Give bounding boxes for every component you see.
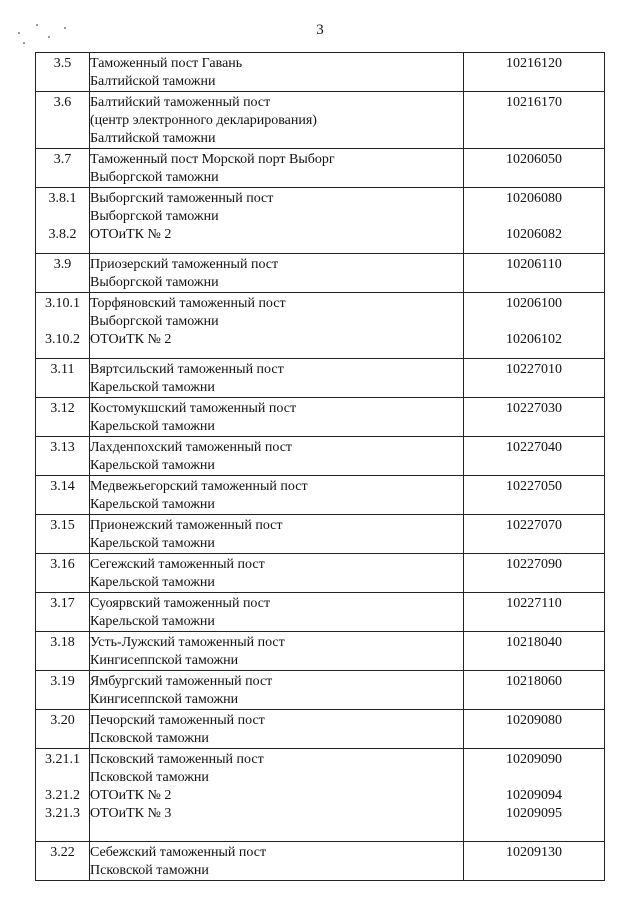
- row-number: 3.5: [53, 56, 72, 71]
- post-code: 10209080: [506, 713, 562, 728]
- post-name-line: Карельской таможни: [90, 575, 215, 590]
- row-number: 3.8.2: [48, 227, 77, 242]
- table-row: [36, 476, 605, 515]
- post-name-line: Себежский таможенный пост: [90, 845, 267, 860]
- post-code: 10227050: [506, 479, 562, 494]
- post-code: 10209095: [506, 806, 562, 821]
- post-code-cell: [464, 554, 605, 593]
- post-code-cell: [464, 188, 605, 254]
- post-name-line: Ямбургский таможенный пост: [90, 674, 273, 689]
- post-code-cell: [464, 710, 605, 749]
- post-name-cell: [90, 710, 464, 749]
- post-code: 10227010: [506, 362, 562, 377]
- row-number-cell: [36, 254, 90, 293]
- post-code: 10216120: [506, 56, 562, 71]
- row-number-cell: [36, 476, 90, 515]
- post-code-cell: [464, 149, 605, 188]
- table-row: [36, 293, 605, 359]
- post-name-line: Псковской таможни: [90, 770, 209, 785]
- table-row: [36, 149, 605, 188]
- post-code: 10227110: [506, 596, 562, 611]
- post-name-line: ОТОиТК № 2: [90, 332, 172, 347]
- table-row: [36, 554, 605, 593]
- row-number-cell: [36, 92, 90, 149]
- row-number-cell: [36, 710, 90, 749]
- post-code: 10218060: [506, 674, 562, 689]
- post-code-cell: [464, 632, 605, 671]
- row-number-cell: [36, 632, 90, 671]
- row-number-cell: [36, 515, 90, 554]
- row-number-cell: [36, 359, 90, 398]
- post-name-line: Карельской таможни: [90, 419, 215, 434]
- post-code: 10206082: [506, 227, 562, 242]
- post-name-cell: [90, 671, 464, 710]
- post-code: 10227070: [506, 518, 562, 533]
- post-code-cell: [464, 398, 605, 437]
- post-code: 10206050: [506, 152, 562, 167]
- row-number: 3.20: [50, 713, 75, 728]
- row-number-cell: [36, 53, 90, 92]
- post-name-line: Балтийской таможни: [90, 74, 216, 89]
- row-number-cell: [36, 671, 90, 710]
- page-number: 3: [316, 22, 324, 38]
- post-name-line: Приозерский таможенный пост: [90, 257, 279, 272]
- row-number: 3.21.2: [45, 788, 80, 803]
- post-name-cell: [90, 188, 464, 254]
- post-name-line: Балтийский таможенный пост: [90, 95, 271, 110]
- table-row: [36, 632, 605, 671]
- post-name-cell: [90, 515, 464, 554]
- row-number: 3.21.1: [45, 752, 80, 767]
- row-number: 3.10.1: [45, 296, 80, 311]
- table-row: [36, 842, 605, 881]
- post-name-line: ОТОиТК № 2: [90, 788, 172, 803]
- post-name-line: Карельской таможни: [90, 458, 215, 473]
- post-code: 10206100: [506, 296, 562, 311]
- row-number-cell: [36, 188, 90, 254]
- row-number: 3.6: [53, 95, 72, 110]
- post-code: 10209130: [506, 845, 562, 860]
- post-code: 10206110: [506, 257, 562, 272]
- post-name-line: Торфяновский таможенный пост: [90, 296, 286, 311]
- post-name-line: Медвежьегорский таможенный пост: [90, 479, 308, 494]
- post-code-cell: [464, 671, 605, 710]
- row-number: 3.21.3: [45, 806, 80, 821]
- row-number: 3.10.2: [45, 332, 80, 347]
- post-name-line: Выборгской таможни: [90, 209, 219, 224]
- post-code: 10209090: [506, 752, 562, 767]
- post-name-line: Прионежский таможенный пост: [90, 518, 283, 533]
- row-number: 3.16: [50, 557, 75, 572]
- post-name-line: Таможенный пост Гавань: [90, 56, 243, 71]
- post-code-cell: [464, 92, 605, 149]
- post-name-line: Псковской таможни: [90, 731, 209, 746]
- post-name-line: Карельской таможни: [90, 536, 215, 551]
- post-name-line: Выборгской таможни: [90, 170, 219, 185]
- table-row: [36, 188, 605, 254]
- row-number: 3.9: [53, 257, 72, 272]
- post-name-line: Костомукшский таможенный пост: [90, 401, 297, 416]
- post-name-cell: [90, 92, 464, 149]
- post-code-cell: [464, 254, 605, 293]
- post-name-cell: [90, 632, 464, 671]
- table-row: [36, 398, 605, 437]
- post-name-line: Выборгской таможни: [90, 275, 219, 290]
- post-code: 10209094: [506, 788, 562, 803]
- post-name-line: Усть-Лужский таможенный пост: [90, 635, 285, 650]
- post-code-cell: [464, 53, 605, 92]
- post-name-line: Карельской таможни: [90, 380, 215, 395]
- post-name-line: Выборгский таможенный пост: [90, 191, 274, 206]
- row-number-cell: [36, 749, 90, 842]
- post-code: 10206080: [506, 191, 562, 206]
- table-row: [36, 710, 605, 749]
- table-row: [36, 92, 605, 149]
- row-number: 3.13: [50, 440, 75, 455]
- post-name-cell: [90, 476, 464, 515]
- post-code-cell: [464, 476, 605, 515]
- row-number-cell: [36, 293, 90, 359]
- post-name-line: Кингисеппской таможни: [90, 653, 239, 668]
- post-code-cell: [464, 593, 605, 632]
- row-number-cell: [36, 437, 90, 476]
- row-number: 3.12: [50, 401, 75, 416]
- table-row: [36, 53, 605, 92]
- row-number: 3.8.1: [48, 191, 77, 206]
- post-name-cell: [90, 293, 464, 359]
- customs-posts-table: [35, 52, 605, 881]
- table-row: [36, 593, 605, 632]
- post-name-cell: [90, 437, 464, 476]
- post-name-line: ОТОиТК № 2: [90, 227, 172, 242]
- post-name-line: Печорский таможенный пост: [90, 713, 265, 728]
- post-code-cell: [464, 437, 605, 476]
- post-name-cell: [90, 398, 464, 437]
- post-code-cell: [464, 293, 605, 359]
- row-number: 3.7: [53, 152, 72, 167]
- post-code: 10216170: [506, 95, 562, 110]
- post-name-line: Карельской таможни: [90, 497, 215, 512]
- post-code: 10206102: [506, 332, 562, 347]
- table-row: [36, 437, 605, 476]
- post-code-cell: [464, 749, 605, 842]
- table-row: [36, 671, 605, 710]
- post-code: 10218040: [506, 635, 562, 650]
- row-number: 3.19: [50, 674, 75, 689]
- row-number-cell: [36, 554, 90, 593]
- post-code-cell: [464, 359, 605, 398]
- post-name-cell: [90, 149, 464, 188]
- table-row: [36, 254, 605, 293]
- row-number-cell: [36, 398, 90, 437]
- post-name-line: Лахденпохский таможенный пост: [90, 440, 293, 455]
- post-name-line: Псковский таможенный пост: [90, 752, 264, 767]
- post-name-cell: [90, 593, 464, 632]
- post-name-line: Сегежский таможенный пост: [90, 557, 265, 572]
- row-number-cell: [36, 842, 90, 881]
- post-name-cell: [90, 842, 464, 881]
- row-number: 3.15: [50, 518, 75, 533]
- post-name-line: Балтийской таможни: [90, 131, 216, 146]
- post-code-cell: [464, 842, 605, 881]
- post-name-cell: [90, 53, 464, 92]
- post-name-line: Кингисеппской таможни: [90, 692, 239, 707]
- row-number: 3.14: [50, 479, 75, 494]
- row-number-cell: [36, 149, 90, 188]
- table-row: [36, 749, 605, 842]
- post-name-cell: [90, 359, 464, 398]
- post-name-line: Вяртсильский таможенный пост: [90, 362, 284, 377]
- post-name-line: (центр электронного декларирования): [90, 113, 317, 128]
- post-name-cell: [90, 554, 464, 593]
- post-name-line: Выборгской таможни: [90, 314, 219, 329]
- post-code: 10227030: [506, 401, 562, 416]
- post-code: 10227090: [506, 557, 562, 572]
- row-number: 3.22: [50, 845, 75, 860]
- post-name-line: Таможенный пост Морской порт Выборг: [90, 152, 335, 167]
- row-number: 3.17: [50, 596, 75, 611]
- post-name-line: Суоярвский таможенный пост: [90, 596, 271, 611]
- table-row: [36, 359, 605, 398]
- post-name-line: ОТОиТК № 3: [90, 806, 172, 821]
- post-name-cell: [90, 749, 464, 842]
- post-name-line: Псковской таможни: [90, 863, 209, 878]
- post-code-cell: [464, 515, 605, 554]
- row-number: 3.18: [50, 635, 75, 650]
- post-name-cell: [90, 254, 464, 293]
- post-name-line: Карельской таможни: [90, 614, 215, 629]
- table-row: [36, 515, 605, 554]
- row-number-cell: [36, 593, 90, 632]
- post-code: 10227040: [506, 440, 562, 455]
- row-number: 3.11: [50, 362, 75, 377]
